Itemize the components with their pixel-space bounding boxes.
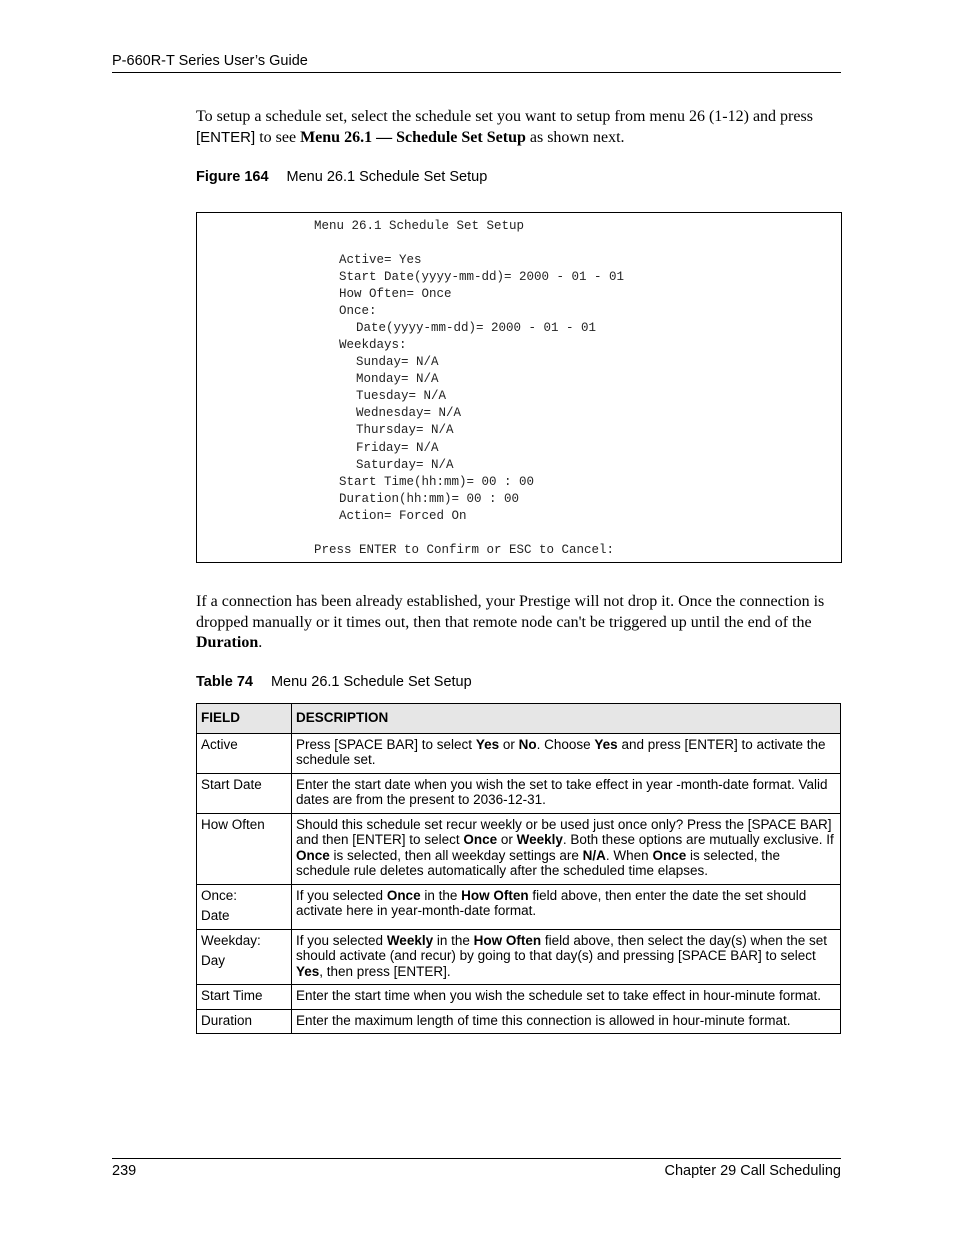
connection-paragraph <box>196 592 836 654</box>
field-cell <box>197 733 292 773</box>
table-header-row <box>197 704 841 734</box>
enter-key-label: [ENTER] <box>196 128 256 146</box>
field-subname: Day <box>201 953 226 968</box>
description-bold-term: Yes <box>594 736 618 752</box>
description-text: Press [SPACE BAR] to select <box>296 736 476 752</box>
description-text: is selected, then all weekday settings are <box>329 847 583 863</box>
table-row <box>197 773 841 813</box>
table-row <box>197 1009 841 1034</box>
menu-line-monday: Monday= N/A <box>356 372 439 386</box>
chapter-title: Chapter 29 Call Scheduling <box>664 1163 841 1179</box>
menu-line-how-often: How Often= Once <box>339 287 452 301</box>
description-cell <box>292 773 841 813</box>
figure-title: Menu 26.1 Schedule Set Setup <box>286 169 488 185</box>
description-text: Should this schedule set recur weekly or be used just once only? Press the [SPACE BAR] and then [ENTER] to select <box>296 816 832 847</box>
table-row <box>197 929 841 985</box>
table-label: Table 74 <box>196 674 253 690</box>
description-bold-term: Once <box>386 887 421 903</box>
description-text: in the <box>420 887 462 903</box>
field-column-header: FIELD <box>197 704 292 734</box>
description-cell <box>292 929 841 985</box>
intro-text-2: to see <box>255 128 301 146</box>
connection-text-end: . <box>258 634 263 651</box>
description-text: . Choose <box>536 736 595 752</box>
description-cell <box>292 813 841 884</box>
table-row <box>197 813 841 884</box>
description-bold-term: How Often <box>461 887 529 903</box>
description-text: , then press [ENTER]. <box>319 963 451 979</box>
description-text: or <box>497 832 517 847</box>
field-cell <box>197 929 292 985</box>
page-footer <box>112 1158 841 1179</box>
connection-text: If a connection has been already established, your Prestige will not drop it. Once the connection is dropped manually or it times out, then that remote node can't be triggered up until the end of the <box>196 593 825 631</box>
field-cell <box>197 985 292 1010</box>
table-row <box>197 884 841 929</box>
menu-line-weekdays: Weekdays: <box>339 338 407 352</box>
field-cell <box>197 773 292 813</box>
menu-line-action: Action= Forced On <box>339 509 467 523</box>
description-cell <box>292 985 841 1010</box>
intro-menu-name: Menu 26.1 — Schedule Set Setup <box>300 128 526 146</box>
field-cell <box>197 813 292 884</box>
description-cell <box>292 1009 841 1034</box>
field-name: Start Date <box>201 776 262 792</box>
menu-line-thursday: Thursday= N/A <box>356 423 454 437</box>
page-number: 239 <box>112 1163 137 1179</box>
field-name: How Often <box>201 816 265 832</box>
description-cell <box>292 733 841 773</box>
field-name: Start Time <box>201 988 263 1003</box>
figure-caption <box>196 169 487 186</box>
description-column-header: DESCRIPTION <box>292 704 841 734</box>
field-name: Weekday: <box>201 932 261 948</box>
field-cell <box>197 884 292 929</box>
description-text: or <box>499 736 519 752</box>
description-bold-term: Once <box>296 847 330 863</box>
field-description-table <box>196 703 841 1034</box>
menu-prompt-line: Press ENTER to Confirm or ESC to Cancel: <box>314 543 615 557</box>
duration-term: Duration <box>196 634 259 651</box>
description-bold-term: Once <box>463 832 498 847</box>
description-text: . When <box>605 847 653 863</box>
description-text: field above, then enter the date the set should activate here in year-month-date format. <box>296 887 807 918</box>
menu-line-tuesday: Tuesday= N/A <box>356 389 447 403</box>
menu-title-line: Menu 26.1 Schedule Set Setup <box>314 219 525 233</box>
page-header <box>112 52 841 73</box>
description-bold-term: Yes <box>475 736 500 752</box>
table-row <box>197 985 841 1010</box>
description-bold-term: Yes <box>296 963 320 979</box>
description-cell <box>292 884 841 929</box>
description-bold-term: Weekly <box>386 932 434 948</box>
description-bold-term: No <box>518 736 537 752</box>
menu-screen-figure <box>196 212 842 563</box>
field-subname: Date <box>201 908 230 923</box>
menu-line-wednesday: Wednesday= N/A <box>356 406 462 420</box>
figure-label: Figure 164 <box>196 169 269 185</box>
table-title: Menu 26.1 Schedule Set Setup <box>270 674 472 690</box>
field-name: Duration <box>201 1012 253 1028</box>
description-text: Enter the start date when you wish the set to take effect in year -month-date format. Valid dates are from the present to 2036-12-31. <box>296 776 828 807</box>
description-text: in the <box>433 932 474 948</box>
menu-line-start-time: Start Time(hh:mm)= 00 : 00 <box>339 475 535 489</box>
menu-line-once: Once: <box>339 304 377 318</box>
menu-line-saturday: Saturday= N/A <box>356 458 454 472</box>
description-text: field above, then select the day(s) when the set should activate (and recur) by going to that day(s) and pressing [SPACE BAR] to select <box>296 932 828 963</box>
description-bold-term: How Often <box>473 932 542 948</box>
field-name: Active <box>201 736 238 752</box>
table-caption <box>196 674 472 691</box>
menu-line-friday: Friday= N/A <box>356 441 439 455</box>
description-text: . Both these options are mutually exclusive. If <box>562 832 834 847</box>
description-text: Enter the maximum length of time this connection is allowed in hour-minute format. <box>296 1012 791 1028</box>
description-text: Enter the start time when you wish the schedule set to take effect in hour-minute format. <box>296 988 822 1003</box>
description-text: If you selected <box>296 887 387 903</box>
menu-line-once-date: Date(yyyy-mm-dd)= 2000 - 01 - 01 <box>356 321 597 335</box>
description-text: and press [ENTER] to activate the schedule set. <box>296 736 826 767</box>
description-bold-term: Weekly <box>516 832 563 847</box>
table-body <box>197 733 841 1034</box>
description-text: If you selected <box>296 932 387 948</box>
field-cell <box>197 1009 292 1034</box>
menu-line-duration: Duration(hh:mm)= 00 : 00 <box>339 492 520 506</box>
header-title: P-660R-T Series User’s Guide <box>112 53 308 69</box>
description-bold-term: N/A <box>582 847 606 863</box>
description-bold-term: Once <box>652 847 687 863</box>
menu-line-sunday: Sunday= N/A <box>356 355 439 369</box>
description-text: is selected, the schedule rule deletes automatically after the scheduled time elapses. <box>296 847 781 878</box>
intro-text-3: as shown next. <box>525 128 625 146</box>
table-row <box>197 733 841 773</box>
intro-text-1: To setup a schedule set, select the schedule set you want to setup from menu 26 (1-12) and press <box>196 108 813 125</box>
field-name: Once: <box>201 887 238 903</box>
menu-line-active: Active= Yes <box>339 253 422 267</box>
menu-line-start-date: Start Date(yyyy-mm-dd)= 2000 - 01 - 01 <box>339 270 625 284</box>
intro-paragraph <box>196 107 836 148</box>
